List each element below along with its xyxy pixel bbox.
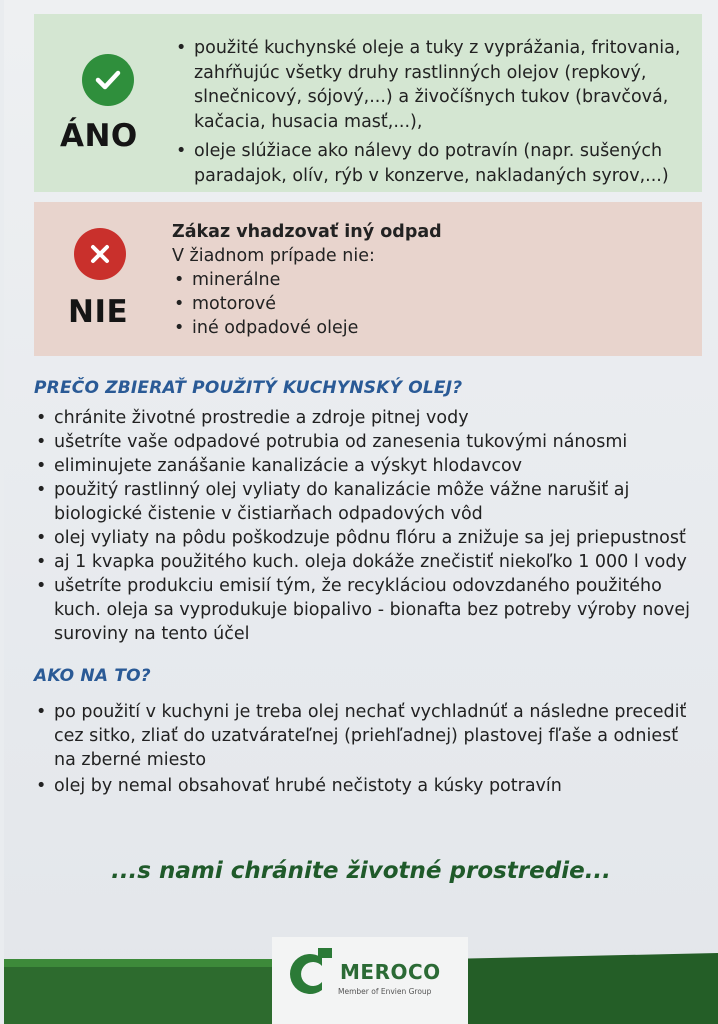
forbidden-intro: V žiadnom prípade nie: [172,246,375,266]
why-list [54,406,714,646]
meroco-logo-icon [288,944,334,1000]
list-item: • iné odpadové oleje [192,316,692,340]
check-icon [82,54,134,106]
brand-tagline: Member of Envien Group [338,987,432,996]
why-heading: PREČO ZBIERAŤ POUŽITÝ KUCHYNSKÝ OLEJ? [34,378,463,398]
list-item: • aj 1 kvapka použitého kuch. oleja dokáže znečistiť niekoľko 1 000 l vody [54,550,714,574]
list-item: • po použití v kuchyni je treba olej nechať vychladnúť a následne precediť cez sitko, zliať do uzatvárateľnej (priehľadnej) plastovej fľaše a odniesť na zberné miesto [54,700,704,772]
list-item: • oleje slúžiace ako nálevy do potravín (napr. sušených paradajok, olív, rýb v konzerve, nakladaných syrov,...) [194,139,714,188]
allowed-list [194,36,714,193]
list-item: • použitý rastlinný olej vyliaty do kanalizácie môže vážne narušiť aj biologické čistenie v čistiarňach odpadových vôd [54,478,714,526]
slogan: ...s nami chránite životné prostredie... [111,858,611,884]
x-icon [74,228,126,280]
leaflet-page [4,0,718,1024]
forbidden-list [192,268,692,340]
list-item: • eliminujete zanášanie kanalizácie a výskyt hlodavcov [54,454,714,478]
forbidden-content [172,220,692,340]
list-item: • ušetríte vaše odpadové potrubia od zanesenia tukovými nánosmi [54,430,714,454]
forbidden-section [34,202,702,356]
brand-name: MEROCO [340,960,441,984]
list-item: • motorové [192,292,692,316]
list-item: • chránite životné prostredie a zdroje pitnej vody [54,406,714,430]
list-item: • použité kuchynské oleje a tuky z vyprážania, fritovania, zahŕňujúc všetky druhy rastlinných olejov (repkový, slnečnicový, sójový,...) a živočíšnych tukov (bravčová, kačacia, husacia masť,...), [194,36,714,134]
list-item: • olej vyliaty na pôdu poškodzuje pôdnu flóru a znižuje sa jej priepustnosť [54,526,714,550]
allowed-label: ÁNO [60,118,138,154]
allowed-section [34,14,702,192]
how-list [54,700,704,800]
forbidden-label: NIE [68,294,129,330]
list-item: • minerálne [192,268,692,292]
how-heading: AKO NA TO? [34,666,151,686]
list-item: • olej by nemal obsahovať hrubé nečistoty a kúsky potravín [54,774,704,798]
forbidden-title: Zákaz vhadzovať iný odpad [172,222,442,242]
list-item: • ušetríte produkciu emisií tým, že recykláciou odovzdaného použitého kuch. oleja sa vyprodukuje biopalivo - bionafta bez potreby výroby novej suroviny na tento účel [54,574,714,646]
